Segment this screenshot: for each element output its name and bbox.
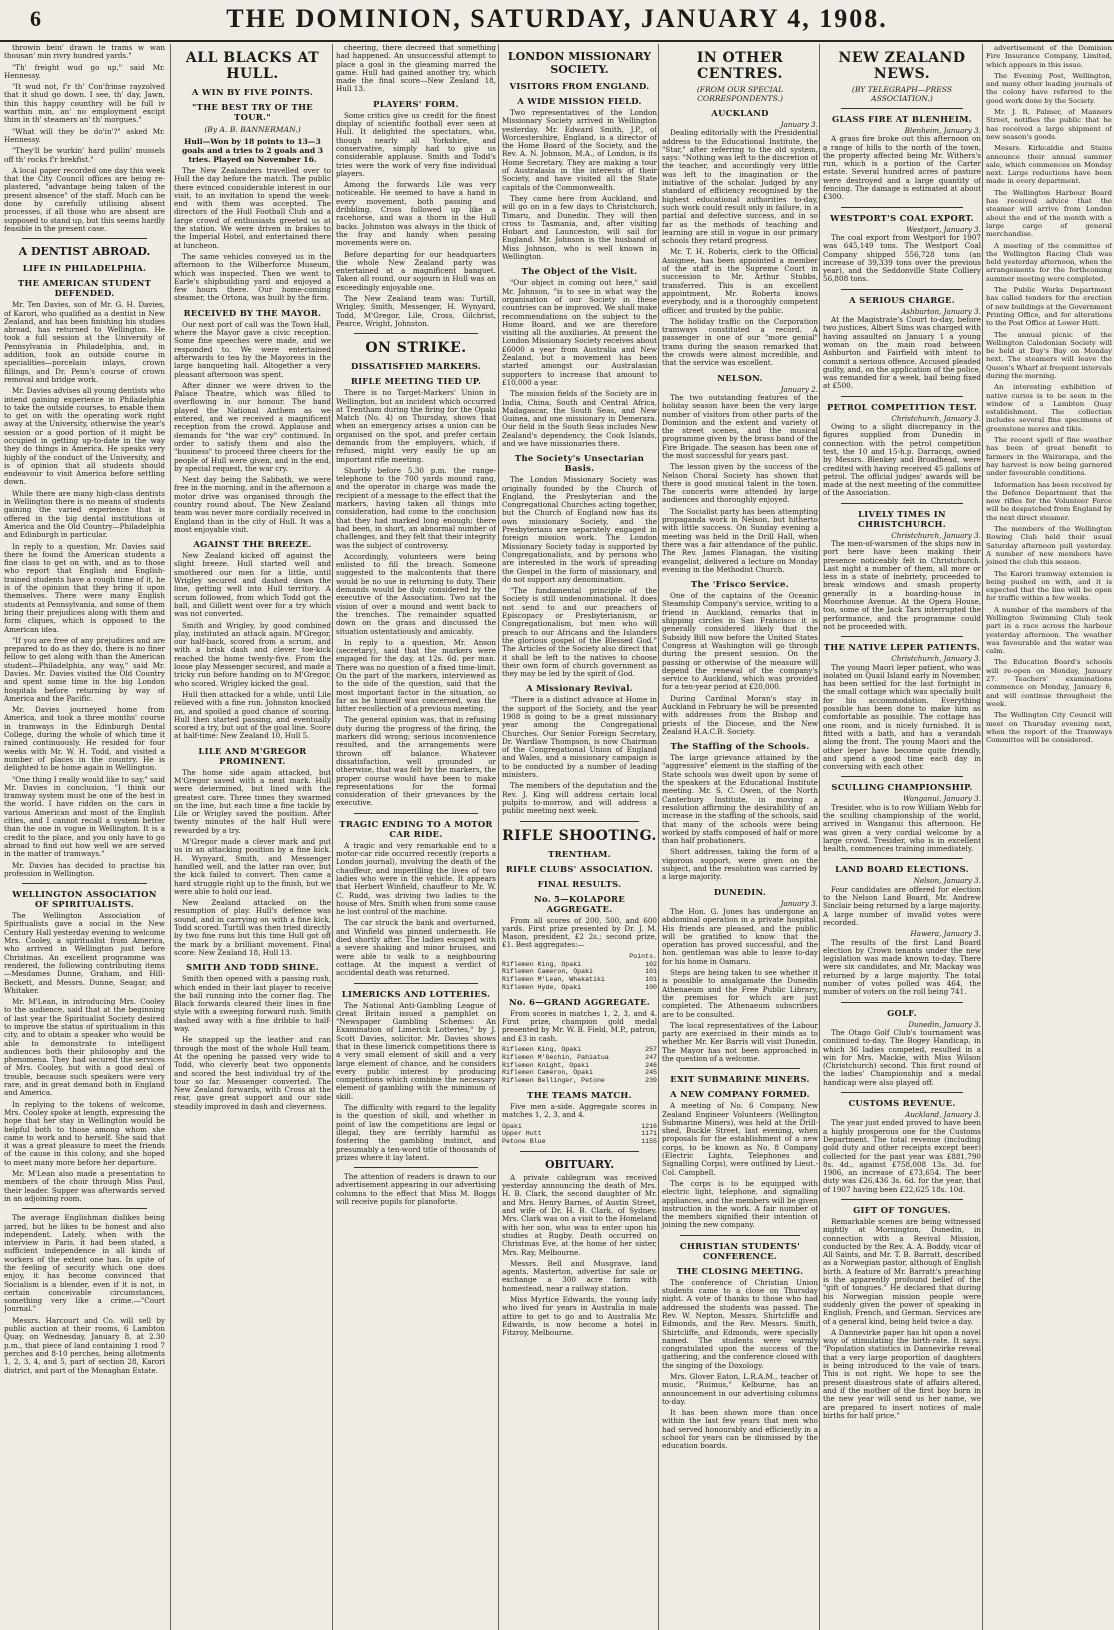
article-paragraph: The mission fields of the Society are in India, China, South and Central Africa, Madagascar, the South Seas, and New Guinea, and one missionary in Demerara. Our field in the South Seas includes New Zealand's dependency, the Cook Islands, and we have missionaries there. — [502, 389, 657, 448]
article-paragraph: "They'll be wurkin' hard pullin' mussels off th' rocks f'r brekfist." — [4, 146, 165, 164]
article-paragraph: From scores in matches 1, 2, 3, and 4. First prize, champion gold medal presented by Mr. W. B. Field, M.P., patron, and £3 in cash. — [502, 1008, 657, 1043]
subhead: No. 6—GRAND AGGREGATE. — [508, 996, 651, 1007]
article-paragraph: The home side again attacked, but M'Gregor saved with a neat mark. Hull were determined, but lined with the greatest care. Three times they swarmed on the line, but each time a fine tackle by Lile or Wrigley saved the position. After twenty minutes of the half Hull were rewarded by a try. — [174, 767, 331, 835]
article-paragraph: Mr. M'Lean, in introducing Mrs. Cooley to the audience, said that at the beginning of last year the Spiritualist Society desired to improve the status of spiritualism in this city, and to obtain a speaker who would be able to demonstrate to intelligent audiences both their philosophy and the phenomena. They had secured the services of Mrs. Cooley, but with a good deal of trouble, because such speakers were very rare, and in great demand both in England and America. — [4, 997, 165, 1098]
newspaper-title: THE DOMINION, SATURDAY, JANUARY 4, 1908. — [226, 4, 888, 33]
divider — [841, 1092, 963, 1093]
dateline: Ashburton, January 3. — [901, 306, 981, 316]
article-paragraph: The annual picnic of the Wellington Caledonian Society will be held at Day's Bay on Monday next. The steamers will leave the Queen's Wharf at frequent intervals during the morning. — [986, 330, 1112, 380]
score-row: Riflemen Knight, Opaki 246 — [502, 1061, 657, 1069]
article-paragraph: A tragic and very remarkable end to a motor-car ride occurred recently (reports a London journal), involving the death of the chauffeur, and imperilling the lives of two ladies who were in the vehicle. It appears that Herbert Winfield, chauffeur to Mr. W. C. Rudd, was driving two ladies to the house of Mrs. Smith when from some cause he lost control of the machine. — [336, 840, 496, 917]
dateline: Nelson, January 3. — [913, 876, 981, 886]
dateline: Westport, January 3. — [906, 224, 981, 234]
score-row: Riflemen Cameron, Opaki 101 — [502, 968, 657, 976]
article-paragraph: The recent spell of fine weather has been of great benefit to farmers in the Wairarapa, and the hay harvest is now being garnered under favourable conditions. — [986, 436, 1112, 478]
article-paragraph: Next day being the Sabbath, we were free in the morning, and in the afternoon a motor drive was organised through the country round about. The New Zealand team was never more cordially received in England than in the city of Hull. It was a most enjoyable visit. — [174, 475, 331, 534]
subhead: LIFE IN PHILADELPHIA. — [22, 263, 147, 274]
column-2 — [170, 44, 331, 1630]
article-paragraph: Among the forwards Lile was very noticeable. He seemed to have a hand in every movement, both passing and dribbling. Cross followed up like a racehorse, and was a thorn in the Hull backs. Johnston was always in the thick of the fray and handy when passing movements were on. — [336, 180, 496, 248]
article-paragraph: A local paper recorded one day this week that the City Council offices are being re-plastered, "advantage being taken of the present absence" of the staff. Much can be done by carefully utilising absent processes, if all those who are absent are supposed to stand up, but this seems hardly feasible in the present case. — [4, 165, 165, 233]
article-paragraph: "Th' freight wud go up," said Mr. Hennessy. — [4, 62, 165, 80]
article-paragraph: From all scores of 200, 500, and 600 yards. First prize presented by Dr. J. M. Mason, president, £2 2s.; second prize, £1. Best aggregates:— — [502, 915, 657, 950]
score-row: Riflemen King, Opaki 257 — [502, 1045, 657, 1053]
article-paragraph: During Cardinal Moran's stay in Auckland in February he will be presented with addresses from the Bishop and priests of the Diocese, and the New Zealand H.A.C.B. Society. — [662, 693, 818, 736]
deck: Hull—Won by 18 points to 13—3 goals and a tries to 2 goals and 3 tries. Played on November 16. — [181, 137, 324, 164]
article-paragraph: A meeting of the committee of the Wellington Racing Club was held yesterday afternoon, when the arrangements for the forthcoming summer meeting were completed. — [986, 241, 1112, 283]
article-paragraph: Four candidates are offered for election to the Nelson Land Board, Mr. Andrew Sinclair being returned by a large majority. A large number of invalid votes were recorded. — [823, 884, 981, 927]
article-paragraph: M'Gregor made a clever mark and put us in an attacking position by a fine kick. H. Wynyard, Smith, and Messenger handled well, and the latter ran over, but the kick failed to convert. Then came a hard struggle right up to the finish, but we were able to hold our lead. — [174, 837, 331, 896]
news-item-headline: LIVELY TIMES IN CHRISTCHURCH. — [858, 508, 946, 529]
subhead: NELSON. — [717, 372, 763, 383]
article-paragraph: An interesting exhibition of native curios is to be seen in the window of a Lambton Quay establishment. The collection includes several fine specimens of greenstone meres and tikis. — [986, 383, 1112, 433]
headline-nz-news: NEW ZEALAND NEWS. — [838, 50, 966, 82]
subhead: RIFLE CLUBS' ASSOCIATION. — [505, 863, 654, 874]
article-paragraph: The men-of-warsmen of the ships now in port here have been making their presence noticeably felt in Christchurch. Last night a number of them, all more or less in a state of inebriety, proceeded to break windows and smash property generally in a boarding-house in Moorhouse Avenue. At the Opera House, too, some of the Jack Tars interrupted the performance, and the programme could not be proceeded with. — [823, 538, 981, 631]
article-paragraph: The Hon. G. Jones has undergone an abdominal operation in a private hospital. His friends are pleased, and the public will be gratified to know that the operation has proved successful, and the hon. gentleman was able to leave to-day for his home in Oamaru. — [662, 906, 818, 966]
score-row: Petone Blue 1155 — [502, 1138, 657, 1146]
dateline: January 3. — [780, 898, 818, 908]
masthead — [0, 0, 1114, 42]
news-item-headline: PETROL COMPETITION TEST. — [827, 401, 977, 412]
headline-dentist: A DENTIST ABROAD. — [18, 245, 151, 259]
divider — [354, 1167, 478, 1168]
news-item-headline: THE NATIVE LEPER PATIENTS. — [823, 642, 981, 653]
article-paragraph: Hull then attacked for a while, until Lile relieved with a fine run. Johnston knocked on, and spoiled a good chance of scoring. Hull then started passing, and eventually scored a try, but out of the goal line. Score at half-time: New Zealand 10, Hull 5. — [174, 689, 331, 741]
article-paragraph: Steps are being taken to see whether it is possible to amalgamate the Dunedin Athenaeum and the Free Public Library, the premises for which are just completed. The Athenaeum subscribers are to be consulted. — [662, 968, 818, 1019]
divider — [841, 776, 963, 777]
article-paragraph: Accordingly, volunteers were being enlisted to fill the breach. Someone suggested to the malcontents that there would be no use in returning to duty. Their demands would be duly considered by the executive of the Association. Two sat the vision of over a mound and went back to the trenches. The remainder squatted down on the grass and discussed the situation ostentatiously and amicably. — [336, 551, 496, 636]
article-paragraph: The holiday traffic on the Corporation tramways constituted a record. A passenger in one of our "more genial" trams during the season remarked that the crowds were almost incredible, and that the service was excellent. — [662, 316, 818, 368]
article-paragraph: In reply to a question, Mr. Anson (secretary), said that the markers were engaged for the day, at 12s. 6d. per man. There was no question of a fixed time-limit. On the part of the markers, interviewed as to the side of the question, said that the most important factor in the situation, so far as he himself was concerned, was the bitter recollection of a previous meeting. — [336, 637, 496, 714]
headline-obituary: OBITUARY. — [544, 1157, 615, 1171]
subhead: THE TEAMS MATCH. — [527, 1089, 632, 1100]
article-paragraph: The year just ended proved to have been a highly prosperous one for the Customs Department. The total revenue (including gold duty and other receipts except beer) collected for the past year was £881,790 8s. 4d., against £758,008 13s. 3d. for 1906, an increase of £73,654. The beer duty was £26,436 3s. 6d. for the year, that of 1907 having been £22,625 18s. 10d. — [823, 1118, 981, 1194]
subhead: SMITH AND TODD SHINE. — [186, 962, 319, 973]
article-paragraph: There is no Target-Markers' Union in Wellington, but an incident which occurred at Trentham during the firing for the Opaki Match (No. 4) on Thursday, shows that when an emergency arises a union can be organised on the spot, and prefer certain demands from the employers, which, if refused, might very easily tie up an important rifle meeting. — [336, 388, 496, 464]
score-row: Riflemen M'Gechin, Pahiatua 247 — [502, 1053, 657, 1061]
dateline: Christchurch, January 3. — [891, 654, 981, 664]
article-paragraph: Miss Myrtice Edwards, the young lady who lived for years in Australia in male attire to get to go and to Australia Mr. Edwards, is now become a hotel in Fitzroy, Melbourne. — [502, 1295, 657, 1338]
score-row: Riflemen Hyde, Opaki 100 — [502, 983, 657, 991]
article-paragraph: The Wellington Harbour Board has received advice that the steamer will arrive from London about the end of the month with a large cargo of general merchandise. — [986, 188, 1112, 239]
byline: (By A. B. BANNERMAN.) — [204, 125, 301, 134]
subhead: VISITORS FROM ENGLAND. — [509, 81, 650, 91]
news-item-headline: A SERIOUS CHARGE. — [849, 294, 955, 305]
divider — [22, 883, 147, 884]
article-paragraph: The large grievance attained by the "aggressive" element in the staffing of the State schools was dwelt upon by some of the speakers at the Educational Institute meeting. Mr. S. C. Owen, of the North Canterbury Institute, in moving a resolution affirming the desirability of an increase in the staffing of the schools, said that many of the schools were being worked by staffs composed of half or more than half probationers. — [662, 753, 818, 846]
headline-rifle-shooting: RIFLE SHOOTING. — [502, 827, 657, 844]
article-paragraph: throwin bein' drawn te trams w wan thousan' min rivry hundred yards." — [4, 44, 165, 61]
dateline: Wanganui, January 3. — [902, 794, 981, 804]
article-paragraph: The Wellington City Council will meet on Thursday evening next, when the report of the Tramways Committee will be considered. — [986, 711, 1112, 745]
article-paragraph: Short addresses, taking the form of a vigorous support, were given on the subject, and the resolution was carried by a large majority. — [662, 847, 818, 882]
subhead: LILE AND M'GREGOR PROMINENT. — [198, 745, 307, 766]
headline-tragic-ending: TRAGIC ENDING TO A MOTOR CAR RIDE. — [339, 818, 493, 839]
score-row: Riflemen Bellinger, Petone 239 — [502, 1077, 657, 1085]
dateline: Christchurch, January 3. — [891, 530, 981, 540]
column-7 — [982, 44, 1112, 1630]
article-paragraph: The conference of Christian Union students came to a close on Thursday night. A vote of thanks to those who had addressed the students was passed. The Rev. W. Nepton, Messrs. Shirtcliffe and Edmonds, and the Rev. Messrs. Smith, Shirtcliffe, and Edmonds, were specially named. The students were warmly congratulated upon the success of the gathering, and the conference closed with the singing of the Doxology. — [662, 1277, 818, 1370]
dateline: Dunedin, January 3. — [908, 1019, 981, 1029]
page-number: 6 — [30, 6, 41, 31]
article-paragraph: A meeting of No. 6 Company, New Zealand Engineer Volunteers (Wellington Submarine Miners), was held at the Drill-shed, Buckle Street, last evening, when proposals for the establishment of a new corps, to be known as No. 8 Company (Electric Lights, Telephones and Signalling Corps), were outlined by Lieut.-Col. Campbell. — [662, 1101, 818, 1177]
news-item-headline: WESTPORT'S COAL EXPORT. — [830, 212, 974, 223]
article-paragraph: "Our object in coming out here," said Mr. Johnson, "is to see in what way the organisation of our Society in these countries can be improved. We shall make recommendations on the subject to the Home Board, and we are therefore visiting all the auxiliaries. At present the London Missionary Society receives about £6000 a year from Australia and New Zealand, but a movement has been started amongst our Australasian supporters to increase that amount to £10,000 a year. — [502, 278, 657, 387]
article-paragraph: The same vehicles conveyed us in the afternoon to the Wilberforce Museum, which was inspected. Then we went to Earle's shipbuilding yard and enjoyed a few hours there. Our home-coming steamer, the Ortona, was built by the firm. — [174, 251, 331, 303]
article-paragraph: The general opinion was, that in refusing duty during the progress of the firing, the markers did wrong; serious inconvenience resulted, and the arrangements were thrown off balance. Whatever dissatisfaction, well grounded or otherwise, that was felt by the markers, the proper course would have been to make representations for the formal consideration of their grievances by the executive. — [336, 715, 496, 808]
column-3 — [332, 44, 496, 1630]
subhead: "THE BEST TRY OF THE TOUR." — [192, 102, 313, 122]
article-paragraph: One of the captains of the Oceanic Steamship Company's service, writing to a friend in Auckland, remarks that in shipping circles in San Francisco it is generally considered likely that the Subsidy Bill now before the United States Congress at Washington will go through during the present session. On the passing or otherwise of the measure will depend the renewal of the company's service to Auckland, which was provided for a ten-year period at £20,000. — [662, 591, 818, 692]
article-paragraph: Remarkable scenes are being witnessed nightly at Mornington, Dunedin, in connection with a Revival Mission, conducted by the Rev. A. A. Boddy, vicar of All Saints, and Mr. T. B. Barratt, described as a Norwegian pastor, although of English birth. A feature of Mr. Barratt's preaching is the apparently profound belief of the "gift of tongues." He declared that during his Norwegian mission people were suddenly given the power of speaking in English, French, and German. Services are of a general kind, being held twice a day. — [823, 1216, 981, 1326]
short-paragraphs — [986, 44, 1112, 744]
subhead: A WIDE MISSION FIELD. — [517, 96, 642, 106]
divider — [841, 396, 963, 397]
article-paragraph: The Evening Post, Wellington, and many other leading journals of the colony have referred to the good work done by the Society. — [986, 71, 1112, 105]
dateline: Christchurch, January 3. — [891, 413, 981, 423]
article-paragraph: The Karori tramway extension is being pushed on with, and it is expected that the line will be open for traffic within a few weeks. — [986, 569, 1112, 603]
news-item-headline: GOLF. — [887, 1007, 917, 1018]
score-header: Points. — [629, 952, 657, 960]
divider — [520, 1151, 639, 1152]
score-table — [502, 1123, 657, 1146]
subhead: (FROM OUR SPECIAL CORRESPONDENTS.) — [696, 85, 784, 103]
divider — [841, 503, 963, 504]
score-row: Riflemen M'Lean, Whakatiki 101 — [502, 976, 657, 984]
article-paragraph: Two representatives of the London Missionary Society arrived in Wellington yesterday. Mr. Edward Smith, J.P., of Worcestershire, England, is a director of the Home Board of the Society, and the Rev. A. N. Johnson, M.A., of London, is its Home Secretary. They are making a tour of Australasia in the interests of their Society, and have visited all the State capitals of the Commonwealth. — [502, 108, 657, 192]
subhead: The Object of the Visit. — [521, 266, 638, 277]
divider — [841, 1002, 963, 1003]
article-paragraph: In reply to a question, Mr. Davies said there he found the American students a fine class to get on with, and as to those who report that English and English-trained students have a rough time of it, he is of the opinion that they bring it upon themselves. There were many English students at Pennsylvania, and some of them bring their prejudices along with them and form cliques, which is opposed to the American idea. — [4, 541, 165, 634]
headline-submarine-miners: EXIT SUBMARINE MINERS. — [670, 1074, 810, 1085]
article-paragraph: The results of the first Land Board election by Crown tenants under the new legislation was made known to-day. There were six candidates, and Mr. Mackay was returned by a large majority. The total number of votes polled was 464, the number of voters on the roll being 741. — [823, 937, 981, 997]
column-5 — [658, 44, 818, 1630]
article-paragraph: Some critics give us credit for the finest display of scientific football ever seen at Hull. It delighted the spectators, who, though nearly all Yorkshire, and conservative, simply had to give us considerable applause. Smith and Todd's tries were the work of very fine individual players. — [336, 110, 496, 178]
subhead: THE AMERICAN STUDENT DEFENDED. — [17, 278, 152, 299]
divider — [520, 821, 639, 822]
article-paragraph: "It wud not, f'r th' Con'frinse rayzolved that it shud go down. I see, th' day, Jawn, thin this happy counthry will be full iv warthin min, an' no employment excipt thim in th' steamers an' th' morgues." — [4, 82, 165, 125]
article-paragraph: Mr. M'Lean also made a presentation to members of the choir through Miss Paul, their leader. Supper was afterwards served in an adjoining room. — [4, 1169, 165, 1203]
score-row: Upper Hutt 1171 — [502, 1130, 657, 1138]
article-paragraph: A number of the members of the Wellington Swimming Club took part in a race across the harbour yesterday afternoon. The weather was favourable and the water was calm. — [986, 605, 1112, 656]
article-paragraph: Owing to a slight discrepancy in the figures supplied from Dunedin in connection with the petrol competition test, the 10 and 15-h.p. Darracqs, owned by Messrs. Blenkey and Broadhead, were credited with having received 45 gallons of petrol. The official judges' awards will be made at the next meeting of the committee of the Association. — [823, 422, 981, 498]
article-paragraph: "What will they be do'in'?" asked Mr. Hennessy. — [4, 126, 165, 144]
article-paragraph: A private cablegram was received yesterday announcing the death of Mrs. H. B. Clark, the second daughter of Mr. and Mrs. Henry Barnes, of Austin Street, and wife of Dr. H. B. Clark, of Sydney. Mrs. Clark was on a visit to the Homeland with her son, who was to enter upon his studies at Rugby. Death occurred on Christmas Eve, at the home of her sister, Mrs. Ray, Melbourne. — [502, 1172, 657, 1257]
subhead: The Staffing of the Schools. — [670, 741, 810, 752]
article-paragraph: The corps is to be equipped with electric light, telephone, and signalling appliances, and the members will be given instruction in the work. A fair number of the members signified their intention of joining the new company. — [662, 1178, 818, 1230]
divider — [841, 858, 963, 859]
subhead: RECEIVED BY THE MAYOR. — [183, 307, 322, 318]
article-paragraph: A Dannevirke paper has hit upon a novel way of stimulating the birth-rate. It says: "Population statistics in Dannevirke reveal that a very large proportion of daughters is being introduced to the vale of tears. This is not right. We hope to see the present disastrous state of affairs altered, and if the mother of the first boy born in the new year will send us her name, we are prepared to insert notices of male births for half price." — [823, 1327, 981, 1420]
dateline: January 3. — [780, 120, 818, 129]
article-paragraph: The Education Board's schools will re-open on Monday, January 27. Teachers' examinations commence on Monday, January 6, and will continue throughout the week. — [986, 658, 1112, 708]
article-paragraph: The Wellington Association of Spiritualists gave a social in the New Century Hall yesterday evening to welcome Mrs. Cooley, a spiritualist from America, who arrived in Wellington just before Christmas. An excellent programme was rendered, the following contributing items—Mesdames Dunne, Graham, and Hill-Beckett, and Messrs. Dunne, Seagar, and Whitaker. — [4, 911, 165, 995]
article-paragraph: Mr. Davies journeyed home from America, and took a three months' course in tramways in the Edinburgh Dental College, during the whole of which time it rained continuously. He resided for four weeks with Mr. W. H. Todd, and visited a number of places in the country. He is delighted to be home again in Wellington. — [4, 705, 165, 773]
score-table — [502, 953, 657, 992]
subhead: AUCKLAND — [711, 108, 769, 118]
article-paragraph: The National Anti-Gambling League of Great Britain issued a pamphlet on "Newspaper Gambling Schemes: An Examination of Limerick Lotteries," by J. Scott Davies, solicitor. Mr. Davies shows that in these limerick competitions there is a very small element of skill and a very large element of chance, and he considers every public interest by producing competitions which combine the necessary element of gambling with the minimum of skill. — [336, 1000, 496, 1101]
news-items — [823, 108, 981, 1420]
dateline: Hawera, January 3. — [910, 929, 981, 939]
article-paragraph: The difficulty with regard to the legality is the question of skill, and whether in point of law the competitions are legal or illegal, they are terribly harmful as fostering the gambling instinct, and presumably a ten-word title of thousands of prizes where it lay latent. — [336, 1103, 496, 1162]
article-paragraph: The young Maori leper patient, who was isolated on Quail Island early in November, has been settled for the last fortnight in the small cottage which was specially built for his accommodation. Everything possible has been done to make him as comfortable as possible. The cottage has one room, and is nicely furnished. It is fitted with a bath, and has a verandah along the front. The young Maori and the other leper have become quite friendly, and spend a good time each day in conversing with each other. — [823, 662, 981, 772]
article-paragraph: Smith and Wrigley, by good combined play, instituted an attack again. M'Gregor, our half-back, scored from a scrum, and with a brisk dash and clever toe-kick reached the home twenty-five. From the loose play Messenger secured, and made a tricky run before handing on to M'Gregor, who scored. Wrigley kicked the goal. — [174, 620, 331, 688]
article-paragraph: "There is a distinct advance at Home in the support of the Society, and the year 1908 is going to be a great missionary year among the Congregational Churches. Our Senior Foreign Secretary, Dr. Wardlaw Thompson, is now Chairman of the Congregational Union of England and Wales, and a missionary campaign is to be conducted by a number of leading ministers. — [502, 695, 657, 780]
article-paragraph: Dealing editorially with the Presidential address to the Educational Institute, the "Star," after referring to the old system, says: "Nothing was left to the discretion of the teacher, and accordingly very little was left to the imagination or the initiative of the scholar. Judged by any standard of efficiency recognised by the highest educational authorities to-day, such work could result only in failure, in a partial and defective success, and in so far as the methods of teaching and learning are still in vogue in our primary schools they retard progress. — [662, 128, 818, 246]
subhead: No. 5—KOLAPORE AGGREGATE. — [534, 893, 625, 914]
divider — [841, 108, 963, 109]
article-paragraph: Messrs. Bell and Musgrave, land agents, Masterton, advertise for sale or exchange a 300 acre farm with homestead, near a railway station. — [502, 1258, 657, 1293]
subhead: FINAL RESULTS. — [537, 878, 622, 889]
subhead: DUNEDIN. — [713, 886, 767, 897]
headline-missionary: LONDON MISSIONARY SOCIETY. — [507, 50, 652, 76]
subhead: DISSATISFIED MARKERS. — [350, 361, 482, 372]
article-paragraph: While there are many high-class dentists in Wellington there is no means of students gaining the varied experience that is offered in the big dental institutions of America and the Old Country—Philadelphia and Edinburgh in particular. — [4, 488, 165, 540]
article-paragraph: Tresider, who is to row William Webb for the sculling championship of the world, arrived in Wanganui this afternoon. He was given a very cordial welcome by a large crowd. Tresider, who is in excellent health, commences training immediately. — [823, 802, 981, 854]
headline-all-blacks: ALL BLACKS AT HULL. — [185, 50, 320, 82]
column-4 — [498, 44, 657, 1630]
article-paragraph: Mr. Ten Davies, son of Mr. G. H. Davies, of Karori, who qualified as a dentist in New Zealand, and has been finishing his studies abroad, has returned to Wellington. He took a full session at the University of Pennsylvania in Philadelphia, and, in addition, took an outside course in specialities—porcelain inlays, crown fillings, and Dr. Penn's course of crown removal and bridge work. — [4, 300, 165, 384]
article-paragraph: It has been shown more than once within the last few years that men who had served honourably and efficiently in a school for years can be dismissed by the education boards. — [662, 1408, 818, 1451]
article-paragraph: The members of the Wellington Rowing Club held their usual Saturday afternoon pull yesterday. A number of new members have joined the club this season. — [986, 525, 1112, 567]
article-paragraph: Before departing for our headquarters the whole New Zealand party was entertained at a magnificent banquet. Taken all round, our sojourn in Hull was an exceedingly enjoyable one. — [336, 249, 496, 292]
column-1 — [4, 44, 165, 1630]
subhead: THE CLOSING MEETING. — [676, 1265, 804, 1276]
divider — [22, 1208, 147, 1209]
subhead: The Society's Unsectarian Basis. — [514, 453, 645, 474]
score-table — [502, 1046, 657, 1085]
subhead: TRENTHAM. — [548, 848, 611, 859]
article-paragraph: New Zealand attacked on the resumption of play. Hull's defence was sound, and in carrying on with a fine kick, Todd scored. Turtill was then tried directly by two fine runs but this time Hull got off the mark by a brilliant movement. Final score: New Zealand 18, Hull 13. — [174, 898, 331, 957]
headline-limericks: LIMERICKS AND LOTTERIES. — [341, 988, 491, 999]
score-row: Riflemen Cameron, Opaki 245 — [502, 1069, 657, 1077]
divider — [680, 1235, 800, 1236]
article-paragraph: The New Zealand team was: Turtill, Wrigley, Smith, Messenger, H. Wynyard, Todd, M'Gregor, Lile, Cross, Gilchrist, Pearce, Wright, Johnston. — [336, 294, 496, 328]
article-paragraph: At the Magistrate's Court to-day, before two justices, Albert Sims was charged with having assaulted on January 1 a young woman on the main road between Ashburton and Fairfield with intent to commit a serious offence. Accused pleaded guilty, and, on the application of the police, was remanded for a week, bail being fixed at £500. — [823, 315, 981, 391]
headline-other-centres: IN OTHER CENTRES. — [696, 50, 784, 82]
article-paragraph: Shortly before 5.30 p.m. the range-telephone to the 700 yards mound rang, and the operator in charge was made the recipient of a message to the effect that the markers, having taken all things into consideration, had come to the conclusion that they had marked long enough; there had been, in short, an abnormal number of challenges, and they felt that their integrity was the subject of controversy. — [336, 465, 496, 550]
divider — [841, 1199, 963, 1200]
article-paragraph: In replying to the tokens of welcome, Mrs. Cooley spoke at length, expressing the hope that her stay in Wellington would be helpful both to those among whom she came to work and to herself. She said that it was a great pleasure to meet the friends of the cause in this colony, and she hoped to meet many more before her departure. — [4, 1099, 165, 1167]
subhead: A WIN BY FIVE POINTS. — [191, 87, 314, 97]
article-paragraph: Information has been received by the Defence Department that the new rifles for the Volunteer Force will be despatched from England by the next direct steamer. — [986, 480, 1112, 522]
dateline: Auckland, January 3. — [905, 1110, 981, 1120]
subhead: RIFLE MEETING TIED UP. — [350, 376, 482, 387]
article-paragraph: "One thing I really would like to say," said Mr. Davies in conclusion, "I think our tramway system must be one of the best in the world. I have ridden on the cars in various American and most of the English cities, and I cannot recall a system better than the one in vogue in Wellington. It is a credit to the place, and you only have to go abroad to find out how well we are served in the matter of tramways." — [4, 774, 165, 859]
divider — [354, 813, 478, 814]
article-paragraph: The London Missionary Society was originally founded by the Church of England, the Presbyterian and the Congregational Churches acting together, but the Church of England now has its own missionary Society, and the Presbyterians are separately engaged in foreign mission work. The London Missionary Society today is supported by Congregationalists, and by persons who are interested in the work of spreading the Gospel in the form of missionary, and do not support any denomination. — [502, 475, 657, 584]
article-paragraph: Our next port of call was the Town Hall, where the Mayor gave a civic reception. Some fine speeches were made, and we responded to. We were entertained afterwards to tea by the Mayoress in the large banqueting hall. Altogether a very pleasant afternoon was spent. — [174, 319, 331, 379]
article-paragraph: The two outstanding features of the holiday season have been the very large number of visitors from other parts of the Dominion and the extent and variety of the street scenes, and the musical programme given by the brass band of the Fire Brigade. The season has been one of the most successful for years past. — [662, 392, 818, 460]
article-paragraph: Smith then opened with a passing rush, which ended in their last player to receive the ball running into the corner flag. The Black forwards cleared their lines in fine style with a sweeping forward rush. Smith dashed away with a fine dribble to half-way. — [174, 974, 331, 1034]
article-paragraph: He snapped up the leather and ran through the most of the whole Hull team. At the opening he passed very wide to Todd, who cleverly beat two opponents and scored the best individual try of the tour so far. Messenger converted. The New Zealand forwards, with Cross at the rear, gave great support and our side steadily improved in dash and cleverness. — [174, 1035, 331, 1111]
divider — [841, 636, 963, 637]
divider — [841, 207, 963, 208]
article-paragraph: A grass fire broke out this afternoon on a range of hills to the north of the town, the property affected being Mr. Withers's run, which is a portion of the Carter estate. Several hundred acres of pasture were destroyed and a large quantity of fencing. The damage is estimated at about £300. — [823, 134, 981, 202]
article-paragraph: "If you are free of any prejudices and are prepared to do as they do, there is no finer fellow to get along with than the American student—Philadelphia, any way," said Mr. Davies. Mr. Davies visited the Old Country and spent some time in the big London hospitals before returning by way of America and the Pacific. — [4, 635, 165, 703]
article-paragraph: Five men a-side. Aggregate scores in matches 1, 2, 3, and 4. — [502, 1101, 657, 1120]
article-paragraph: Mr. Davies advises all young dentists who intend gaining experience in Philadelphia to take the outside courses, to enable them to get on with the operating work right away at the University, otherwise the year's session or a good portion of it might be occupied in getting up-to-date in the way they do things in America. He speaks very highly of the conduct of the University, and is of opinion that all students should endeavour to visit America before settling down. — [4, 386, 165, 487]
headline-on-strike: ON STRIKE. — [365, 340, 467, 357]
article-paragraph: Mr. J. R. Palmer, of Manners Street, notifies the public that he has received a large shipment of new season's goods. — [986, 108, 1112, 141]
article-paragraph: The Public Works Department has called tenders for the erection of new buildings at the Government Printing Office, and for alterations to the Post Office at Lower Hutt. — [986, 286, 1112, 328]
article-paragraph: After dinner we were driven to the Palace Theatre, which was filled to overflowing in our honour. The band played the National Anthem as we entered, and we received a magnificent reception from the crowd. Applause and demands for "the war cry" continued. In order to satisfy them and also the "business" to proceed three cheers for the people of Hull were given, and in the end, by special request, the war cry. — [174, 380, 331, 473]
article-paragraph: Mr. Davies has decided to practise his profession in Wellington. — [4, 860, 165, 878]
article-paragraph: They came here from Auckland, and will go on in a few days to Christchurch, Timaru, and Dunedin. They will then cross to Tasmania, and, after visiting Hobart and Launceston, will sail for England. Mr. Johnson is the husband of Miss Johnson, who is well known in Wellington. — [502, 193, 657, 262]
dateline: January 2. — [780, 384, 818, 394]
subhead: A NEW COMPANY FORMED. — [670, 1089, 810, 1100]
article-paragraph: The Otago Golf Club's tournament was continued to-day. The Bogey Handicap, in which 36 ladies competed, resulted in a win for Mrs. Mackie, with Miss Wilson (Christchurch) second. This first round of the ladies' Championship and a medal handicap were also played off. — [823, 1027, 981, 1087]
divider — [680, 1068, 800, 1069]
news-item-headline: LAND BOARD ELECTIONS. — [835, 864, 969, 875]
dateline: Blenheim, January 3. — [904, 126, 981, 135]
news-item-headline: GLASS FIRE AT BLENHEIM. — [832, 114, 972, 124]
column-6 — [819, 44, 981, 1630]
divider — [22, 238, 147, 239]
divider — [354, 983, 478, 984]
article-paragraph: The local representatives of the Labour party are exercised in their minds as to whether Mr. Ker Barris will visit Dunedin. The Mayor has not been approached in the question of a welcome. — [662, 1020, 818, 1063]
article-paragraph: The car struck the bank and overturned, and Winfield was pinned underneath. He died shortly after. The ladies escaped with a severe shaking and minor bruises, and were able to walk to a neighbouring cottage. At the inquest a verdict of accidental death was returned. — [336, 918, 496, 978]
subhead: AGAINST THE BREEZE. — [193, 539, 312, 550]
subhead: A Missionary Revival. — [526, 683, 633, 694]
article-paragraph: New Zealand kicked off against the slight breeze. Hull started well and smothered our men for a little, until Wrigley secured and dashed down the line, getting well into Hull territory. A scrum followed, from which Todd got the ball, and Gillett went over for a try which was not converted. — [174, 551, 331, 619]
subhead: (BY TELEGRAPH—PRESS ASSOCIATION.) — [851, 85, 953, 103]
article-paragraph: Messrs. Harcourt and Co. will sell by public auction at their rooms, 6 Lambton Quay, on Wednesday, January 8, at 2.30 p.m., that piece of land containing 1 rood 7 perches and 8-10 perches, being allotments 1, 2, 3, 4, and 5, part of section 28, Karori district, and part of the Monaghan Estate. — [4, 1315, 165, 1375]
article-paragraph: The members of the deputation and the Rev. J. King will address certain local pulpits to-morrow, and will address a public meeting next week. — [502, 781, 657, 816]
article-paragraph: The attention of readers is drawn to our advertisement appearing in our advertising columns to the effect that Miss M. Boggs will receive pupils for planoforte. — [336, 1172, 496, 1207]
subhead: The 'Frisco Service. — [690, 579, 790, 590]
article-paragraph: The average Englishman dislikes being jarred, but he likes to be honest and also independent. Lately, when with the interview in Paris, it had been stated, a sufficient independence in all kinds of workers of the extent one has. In spite of the feeling of security which one does enjoy, it has become convinced that Socialism is a blender, even if it is not, in certain conceivable circumstances, something very like a crime.—"Court Journal." — [4, 1213, 165, 1314]
article-paragraph: The coal export from Westport for 1907 was 645,149 tons. The Westport Coal Company shipped 556,728 tons (an increase of 39,339 tons over the previous year), and the Seddonville State Colliery 56,808 tons. — [823, 232, 981, 284]
article-paragraph: The Socialist party has been attempting propaganda work in Nelson, but hitherto with little success. On Sunday evening a meeting was held in the Drill Hall, when there was a fair attendance of the public. The Rev. James Flanagan, the visiting evangelist, delivered a lecture on Monday evening in the Methodist Church. — [662, 506, 818, 574]
article-paragraph: Mrs. Glover Eaton, L.R.A.M., teacher of music, "Ruimus," Kelburne, has an announcement in our advertising columns to-day. — [662, 1372, 818, 1406]
article-paragraph: Messrs. Kirkcaldie and Stains announce their annual summer sale, which commences on Monday next. Large reductions have been made in every department. — [986, 144, 1112, 186]
news-item-headline: GIFT OF TONGUES. — [853, 1204, 951, 1215]
article-paragraph: The New Zealanders travelled over to Hull the day before the match. The public there evinced considerable interest in our visit, to an invitation to spend the week-end with them was accepted. The directors of the Hull Football Club and a large crowd of enthusiasts greeted us at the station. We were driven in brakes to the Imperial Hotel, and entertained there at luncheon. — [174, 166, 331, 250]
score-row: Riflemen King, Opaki 102 — [502, 960, 657, 968]
divider — [841, 289, 963, 290]
article-paragraph: Mr. T. H. Roberts, clerk to the Official Assignee, has been appointed a member of the staff in the Supreme Court in succession to Mr. Arthur Stubbs, transferred. This is an excellent appointment, Mr. Roberts knows everybody, and is a thoroughly competent officer, and trusted by the public. — [662, 247, 818, 315]
news-item-headline: SCULLING CHAMPIONSHIP. — [831, 782, 973, 793]
score-row: Opaki 1216 — [502, 1122, 657, 1130]
article-paragraph: advertisement of the Dominion Fire Insurance Company, Limited, which appears in this issue. — [986, 44, 1112, 69]
news-item-headline: CUSTOMS REVENUE. — [848, 1098, 956, 1109]
article-paragraph: The lesson given by the success of the Nelson Choral Society has shown that there is good musical talent in the town. The concerts were attended by large audiences and thoroughly enjoyed. — [662, 462, 818, 505]
divider — [354, 333, 478, 334]
article-paragraph: "The fundamental principle of the Society is still undenominational. It does not send to and our preachers of Episcopacy or Presbyterianism, or Congregationalism, but men who will preach to our Africans and the Islanders the glorious gospel of the Blessed God." The Articles of the Society also direct that it shall be left to the natives to choose their own form of church government as they may be led by the spirit of God. — [502, 586, 657, 679]
headline-christian-students: CHRISTIAN STUDENTS' CONFERENCE. — [679, 1240, 801, 1261]
subhead: PLAYERS' FORM. — [373, 98, 459, 109]
article-paragraph: cheering, there decreed that something had happened. An unsuccessful attempt to place a goal in the gleaming marred the game. Hull had gained another try, which made the final score—New Zealand 18, Hull 13. — [336, 44, 496, 94]
headline-spiritualists: WELLINGTON ASSOCIATION OF SPIRITUALISTS. — [12, 889, 157, 910]
columns — [0, 44, 1114, 1630]
